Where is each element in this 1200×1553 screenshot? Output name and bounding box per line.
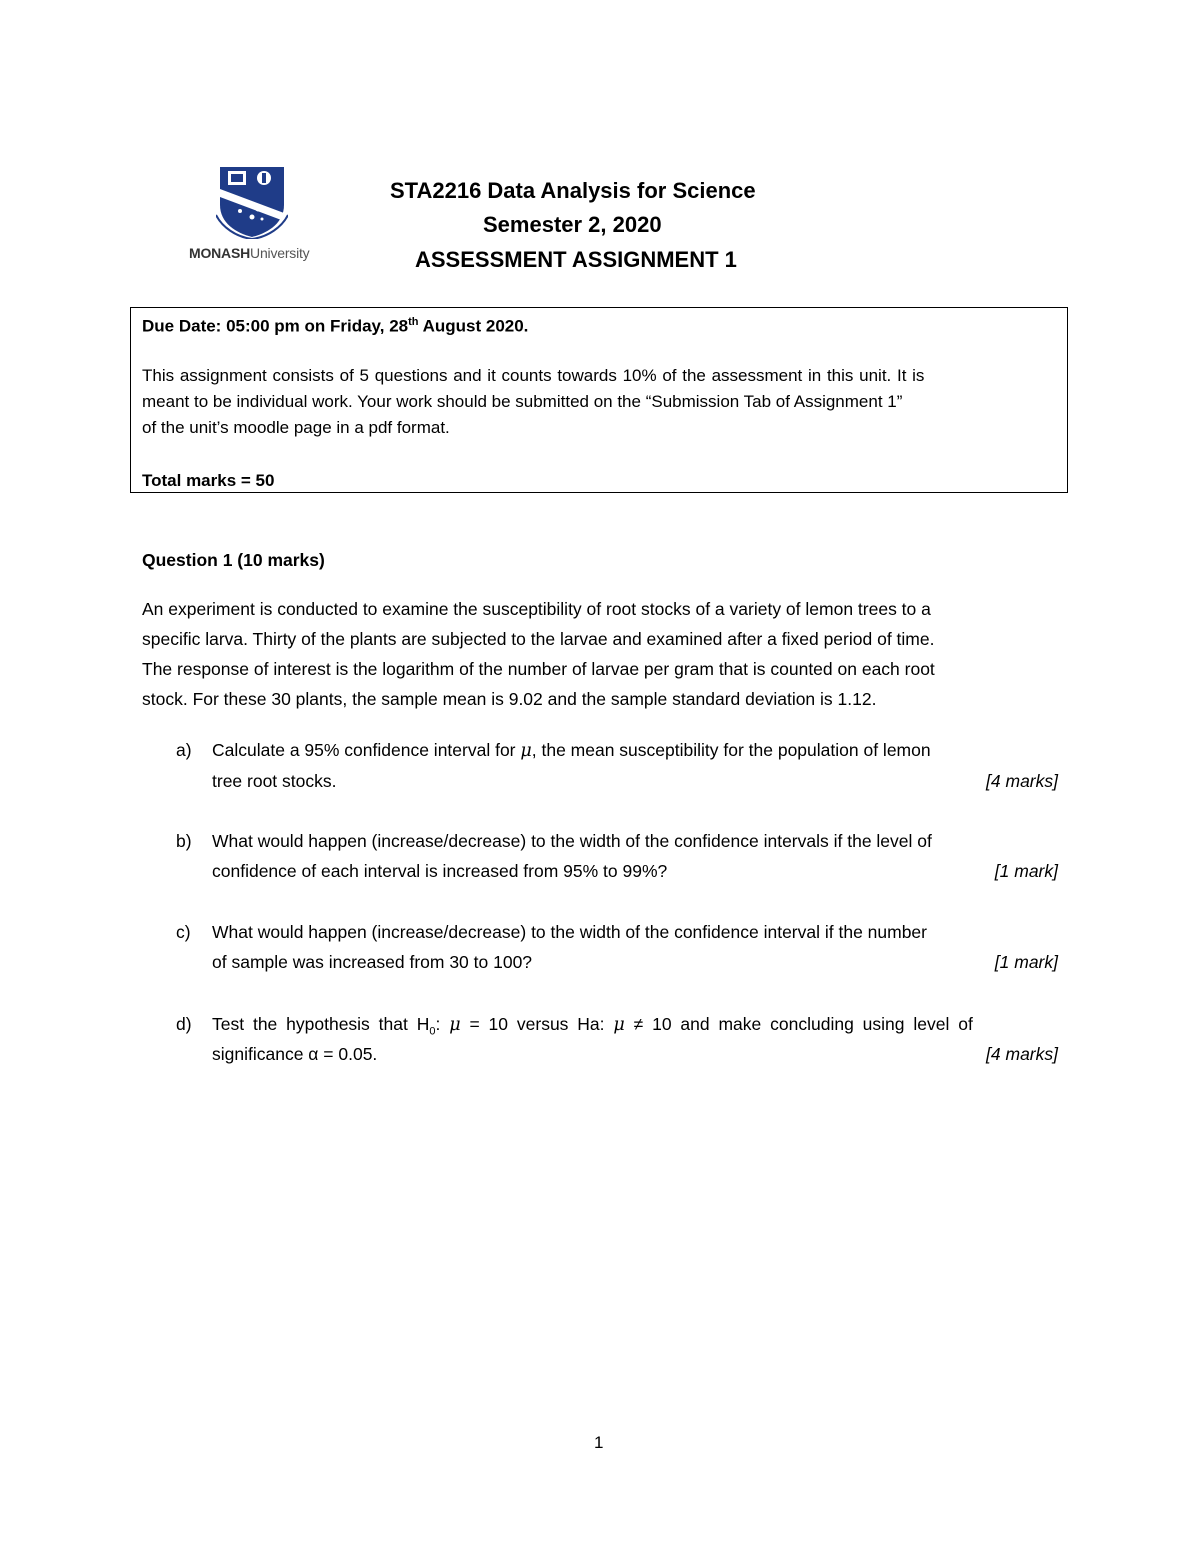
question-intro-line: An experiment is conducted to examine the susceptibility of root stocks of a variety of lemon trees to a xyxy=(142,599,931,619)
part-b-label: b) xyxy=(176,831,192,851)
monash-logo xyxy=(186,165,322,265)
part-d-line2: significance α = 0.05. xyxy=(212,1044,378,1064)
info-paragraph-line: This assignment consists of 5 questions and it counts towards 10% of the assessment in this unit. It is xyxy=(142,366,925,385)
part-a-marks: [4 marks] xyxy=(986,771,1058,791)
due-date: Due Date: 05:00 pm on Friday, 28th August 2020. xyxy=(142,316,529,336)
part-d-marks: [4 marks] xyxy=(986,1044,1058,1064)
part-a-line1: Calculate a 95% confidence interval for μ, the mean susceptibility for the population of lemon xyxy=(212,740,931,761)
question-intro-line: stock. For these 30 plants, the sample mean is 9.02 and the sample standard deviation is 1.12. xyxy=(142,689,877,709)
part-b-line2: confidence of each interval is increased from 95% to 99%? xyxy=(212,861,668,881)
part-a-line2: tree root stocks. xyxy=(212,771,337,791)
part-d-label: d) xyxy=(176,1014,192,1034)
semester-title: Semester 2, 2020 xyxy=(483,212,662,237)
part-c-line2: of sample was increased from 30 to 100? xyxy=(212,952,533,972)
part-c-marks: [1 mark] xyxy=(994,952,1058,972)
page-number: 1 xyxy=(594,1433,604,1452)
part-b-line1: What would happen (increase/decrease) to the width of the confidence intervals if the level of xyxy=(212,831,932,851)
info-paragraph-line: meant to be individual work. Your work should be submitted on the “Submission Tab of Assignment 1” xyxy=(142,392,903,411)
question-intro-line: The response of interest is the logarithm of the number of larvae per gram that is counted on each root xyxy=(142,659,935,679)
info-paragraph-line: of the unit’s moodle page in a pdf format. xyxy=(142,418,450,437)
part-c-label: c) xyxy=(176,922,191,942)
part-d-line1: Test the hypothesis that $H_0$: μ = 10 versus Ha: μ ≠ 10 and make concluding using level of xyxy=(212,1014,973,1038)
assignment-title: ASSESSMENT ASSIGNMENT 1 xyxy=(415,247,737,272)
part-a-label: a) xyxy=(176,740,192,760)
part-b-marks: [1 mark] xyxy=(994,861,1058,881)
monash-crest-icon xyxy=(216,165,288,239)
question-intro-line: specific larva. Thirty of the plants are subjected to the larvae and examined after a fixed period of time. xyxy=(142,629,935,649)
logo-wordmark: MONASHUniversity xyxy=(189,245,310,261)
question-1-title: Question 1 (10 marks) xyxy=(142,550,325,570)
unit-title: STA2216 Data Analysis for Science xyxy=(390,178,756,203)
assignment-info-box xyxy=(130,307,1068,493)
total-marks: Total marks = 50 xyxy=(142,471,275,490)
part-c-line1: What would happen (increase/decrease) to the width of the confidence interval if the number xyxy=(212,922,927,942)
